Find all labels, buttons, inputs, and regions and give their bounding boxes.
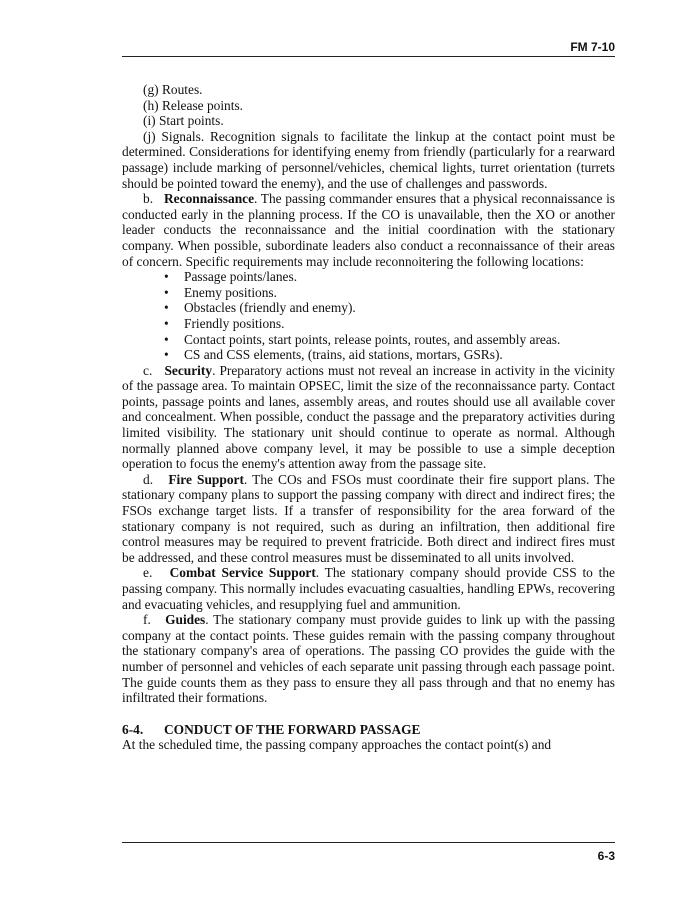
paragraph-fire-support: d. Fire Support. The COs and FSOs must coordinate their fire support plans. The stationary company plans to support the passing company with direct and indirect fires; the FSOs exchange target lists. If a transfer of responsibility for the area forward of the stationary company is not required, such as during an infiltration, then additional fire control measures may be required to prevent fratricide. Both direct and indirect fires must be addressed, and these control measures must be disseminated to all units involved. — [122, 471, 615, 565]
list-item: • Friendly positions. — [122, 316, 615, 332]
item-j-signals: (j) Signals. Recognition signals to facilitate the linkup at the contact point must be determined. Considerations for identifying enemy from friendly (particularly for a rearward passage) include marking of personnel/vehicles, chemical lights, turret orientation (turrets should be pointed toward the enemy), and the use of challenges and passwords. — [122, 128, 615, 191]
paragraph-forward-passage: At the scheduled time, the passing company approaches the contact point(s) and — [122, 737, 552, 753]
list-item: • Obstacles (friendly and enemy). — [122, 300, 615, 316]
paragraph-security: c. Security. Preparatory actions must not reveal an increase in activity in the vicinity of the passage area. To maintain OPSEC, limit the size of the reconnaissance party. Contact points, passage points and lanes, assembly areas, and routes should use all available cover and concealment. When possible, conduct the passage and the preparatory activities during limited visibility. The stationary unit should continue to operate as normal. Although normally planned above company level, it may be possible to use a simple deception operation to focus the enemy's attention away from the passage site. — [122, 362, 616, 472]
list-item: • Passage points/lanes. — [122, 269, 615, 285]
paragraph-css: e. Combat Service Support. The stationary company should provide CSS to the passing company. This normally includes evacuating casualties, handling EPWs, recovering and evacuating vehicles, and resupplying fuel and ammunition. — [122, 565, 615, 612]
page-number: 6-3 — [597, 849, 615, 863]
paragraph-reconnaissance: b. Reconnaissance. The passing commander ensures that a physical reconnaissance is conducted early in the planning process. If the CO is unavailable, then the XO or another leader conducts the reconnaissance and the initial coordination with the stationary company. When possible, subordinate leaders also conduct a reconnaissance of their areas of concern. Specific requirements may include reconnoitering the following locations: — [122, 191, 615, 269]
item-h: (h) Release points. — [143, 97, 244, 113]
page-footer — [122, 842, 615, 863]
page-header — [122, 40, 615, 57]
list-item: • Enemy positions. — [122, 285, 615, 301]
page-body — [122, 82, 615, 753]
item-i: (i) Start points. — [143, 113, 224, 129]
item-g: (g) Routes. — [143, 82, 203, 97]
recon-locations-list — [122, 269, 615, 363]
section-heading: 6-4. CONDUCT OF THE FORWARD PASSAGE — [122, 721, 421, 737]
paragraph-guides: f. Guides. The stationary company must provide guides to link up with the passing company at the contact points. These guides remain with the passing company throughout the stationary company's area of operations. The passing CO provides the guide with the number of personnel and vehicles of each separate unit passing through each passage point. The guide counts them as they pass to ensure they all pass through and that no enemy has infiltrated their formations. — [122, 612, 615, 706]
list-item: • CS and CSS elements, (trains, aid stations, mortars, GSRs). — [122, 347, 615, 363]
list-item: • Contact points, start points, release points, routes, and assembly areas. — [122, 332, 615, 348]
document-id: FM 7-10 — [570, 40, 615, 54]
